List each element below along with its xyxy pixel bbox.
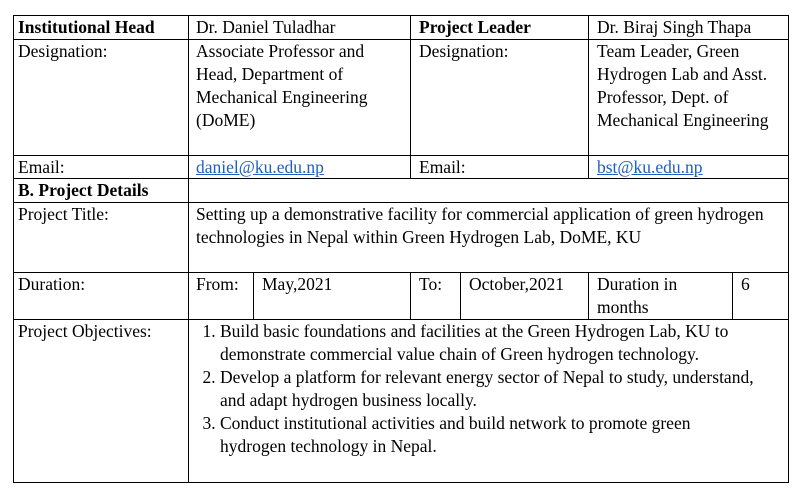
to-label: To: — [419, 274, 443, 294]
duration-months-value: 6 — [741, 274, 750, 294]
grid-line — [253, 272, 254, 320]
grid-line — [13, 178, 789, 179]
duration-label: Duration: — [18, 274, 86, 294]
email-label-right: Email: — [419, 157, 466, 177]
email-label-left: Email: — [18, 157, 65, 177]
grid-line — [410, 15, 411, 179]
grid-line — [13, 15, 14, 483]
project-leader-label: Project Leader — [419, 17, 531, 37]
project-title-value: Setting up a demonstrative facility for commercial application of green hydrogen technologies in Nepal within Green Hydrogen Lab, DoME, KU — [196, 204, 764, 247]
grid-line — [13, 155, 789, 156]
grid-line — [13, 39, 789, 40]
grid-line — [188, 15, 189, 483]
project-title-label: Project Title: — [18, 204, 109, 224]
designation-label-right: Designation: — [419, 41, 509, 61]
duration-months-label: Duration in months — [597, 274, 678, 317]
institutional-head-name: Dr. Daniel Tuladhar — [196, 17, 336, 37]
to-value: October,2021 — [469, 274, 565, 294]
objective-item: 3. Conduct institutional activities and build network to promote green hydrogen technology in Nepal. — [220, 412, 758, 458]
objectives-list-cell — [192, 320, 788, 482]
grid-line — [13, 319, 789, 320]
head-designation: Associate Professor and Head, Department of Mechanical Engineering (DoME) — [196, 41, 368, 130]
head-email-link[interactable]: daniel@ku.edu.np — [196, 157, 324, 177]
grid-line — [13, 482, 789, 483]
section-b-heading: B. Project Details — [18, 180, 149, 200]
from-value: May,2021 — [262, 274, 333, 294]
leader-designation: Team Leader, Green Hydrogen Lab and Asst. Professor, Dept. of Mechanical Engineering — [597, 41, 769, 130]
objective-item: 1. Build basic foundations and facilities at the Green Hydrogen Lab, KU to demonstrate commercial value chain of Green hydrogen technology. — [220, 320, 758, 366]
from-label: From: — [196, 274, 239, 294]
grid-line — [788, 15, 789, 483]
grid-line — [732, 272, 733, 320]
grid-line — [588, 272, 589, 320]
grid-line — [588, 15, 589, 179]
grid-line — [13, 15, 789, 16]
grid-line — [13, 202, 789, 203]
institutional-head-label: Institutional Head — [18, 17, 155, 37]
grid-line — [410, 272, 411, 320]
objectives-label: Project Objectives: — [18, 321, 152, 341]
leader-email-link[interactable]: bst@ku.edu.np — [597, 157, 703, 177]
grid-line — [460, 272, 461, 320]
project-leader-name: Dr. Biraj Singh Thapa — [597, 17, 752, 37]
objectives-list — [196, 320, 758, 458]
grid-line — [13, 272, 789, 273]
designation-label-left: Designation: — [18, 41, 108, 61]
objective-item: 2. Develop a platform for relevant energy sector of Nepal to study, understand, and adapt hydrogen business locally. — [220, 366, 758, 412]
